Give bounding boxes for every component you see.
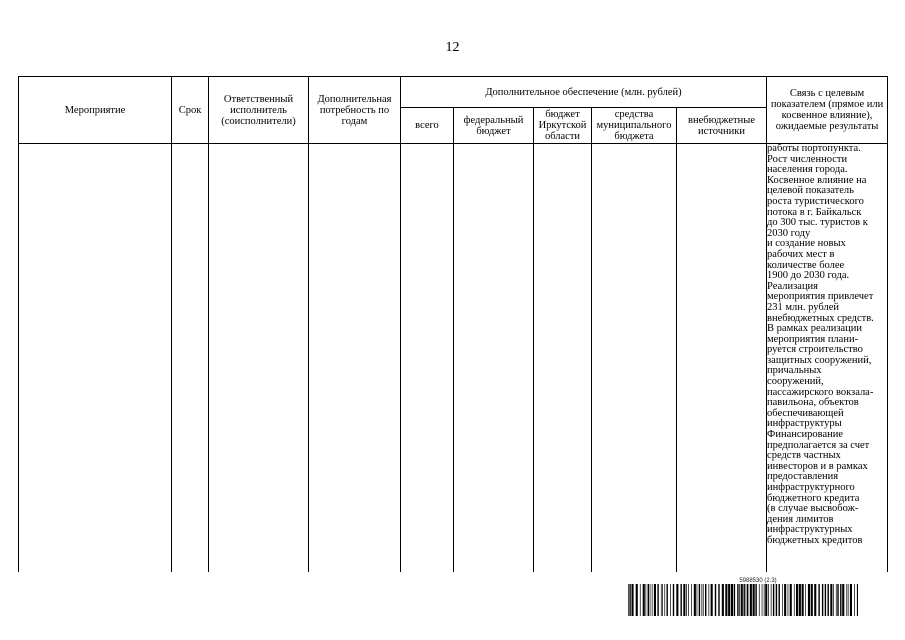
table-row — [19, 144, 888, 573]
subheader-extrabudget: внебюджетные источники — [677, 108, 767, 144]
subheader-municipal: средства муниципального бюджета — [592, 108, 677, 144]
header-additional-funding: Дополнительное обеспечение (млн. рублей) — [401, 77, 767, 108]
barcode-label: 5988530 (2.3) — [739, 578, 777, 584]
page-number: 12 — [445, 40, 460, 55]
program-table — [18, 76, 888, 572]
cell-need-by-year — [309, 144, 401, 573]
subheader-total: всего — [401, 108, 454, 144]
cell-result-text: работы портопункта. Рост численности населения города. Косвенное влияние на целевой показатель роста туристического потока в г. Байкальск до 300 тыс. туристов к 2030 году и создание новых рабочих мест в количестве более 1900 до 2030 года. Реализация мероприятия привлечет 231 млн. рублей внебюджетных средств. В рамках реализации мероприятия плани- руется строительство защитных сооружений, причальных сооружений, пассажирского вокзала- павильона, объектов обеспечивающей инфраструктуры Финансирование предполагается за счет средств частных инвесторов и в рамках предоставления инфраструктурного бюджетного кредита (в случае высвобож- дения лимитов инфраструктурных бюджетных кредитов — [767, 144, 888, 573]
cell-responsible — [209, 144, 309, 573]
header-link-result: Связь с целевым показателем (прямое или косвенное влияние), ожидаемые результаты — [767, 77, 888, 144]
subheader-federal: федеральный бюджет — [454, 108, 534, 144]
subheader-regional: бюджет Иркутской области — [534, 108, 592, 144]
header-responsible: Ответственный исполнитель (соисполнители) — [209, 77, 309, 144]
barcode-icon — [628, 584, 858, 616]
cell-total — [401, 144, 454, 573]
cell-regional — [534, 144, 592, 573]
header-event: Мероприятие — [19, 77, 172, 144]
cell-federal — [454, 144, 534, 573]
cell-event — [19, 144, 172, 573]
cell-municipal — [592, 144, 677, 573]
header-term: Срок — [172, 77, 209, 144]
cell-term — [172, 144, 209, 573]
header-need-by-year: Дополнительная потребность по годам — [309, 77, 401, 144]
barcode-block — [628, 578, 858, 616]
cell-extrabudget — [677, 144, 767, 573]
